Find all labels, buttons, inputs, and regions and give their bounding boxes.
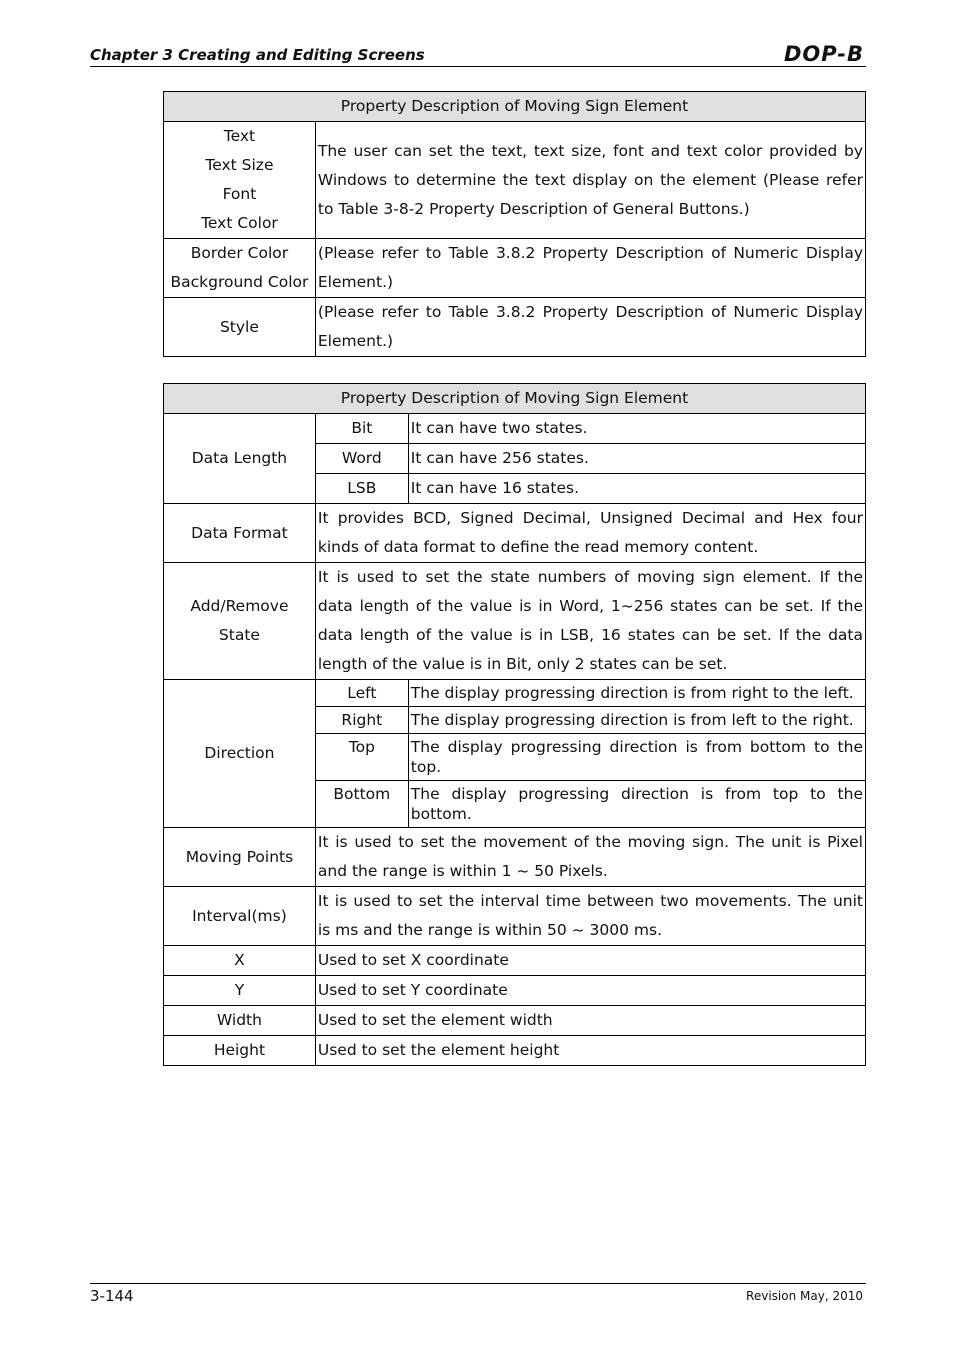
- table-row: [164, 298, 866, 357]
- table-header-row: [164, 92, 866, 122]
- property-description: The display progressing direction is from bottom to the top.: [408, 734, 865, 781]
- property-label: Data Length: [164, 414, 316, 504]
- table-row: [164, 239, 866, 298]
- property-description: Used to set X coordinate: [315, 946, 865, 976]
- property-description: It is used to set the state numbers of moving sign element. If the data length of the value is in Word, 1~256 states can be set. If the data length of the value is in LSB, 16 states can be set. If the data length of the value is in Bit, only 2 states can be set.: [315, 563, 865, 680]
- property-description: It can have 16 states.: [408, 474, 865, 504]
- label-text-size: Text Size: [205, 156, 274, 174]
- table-row: [164, 414, 866, 444]
- property-description: Used to set Y coordinate: [315, 976, 865, 1006]
- property-label: Height: [164, 1036, 316, 1066]
- property-description: The display progressing direction is from top to the bottom.: [408, 781, 865, 828]
- page-header: [90, 44, 866, 67]
- sub-label: Left: [315, 680, 408, 707]
- label-text: Text: [223, 127, 256, 145]
- property-label: Y: [164, 976, 316, 1006]
- property-description: It can have two states.: [408, 414, 865, 444]
- property-description: It can have 256 states.: [408, 444, 865, 474]
- property-description: The display progressing direction is from right to the left.: [408, 680, 865, 707]
- table-header-row: [164, 384, 866, 414]
- property-label: Data Format: [164, 504, 316, 563]
- property-label: Width: [164, 1006, 316, 1036]
- property-label: X: [164, 946, 316, 976]
- property-description: It is used to set the interval time between two movements. The unit is ms and the range is within 50 ~ 3000 ms.: [315, 887, 865, 946]
- property-label: [164, 239, 316, 298]
- sub-label: Word: [315, 444, 408, 474]
- table-row: [164, 1036, 866, 1066]
- page-number: 3-144: [90, 1287, 134, 1305]
- table-row: [164, 504, 866, 563]
- property-description: It is used to set the movement of the moving sign. The unit is Pixel and the range is within 1 ~ 50 Pixels.: [315, 828, 865, 887]
- sub-label: Bit: [315, 414, 408, 444]
- property-label: Direction: [164, 680, 316, 828]
- table-row: [164, 1006, 866, 1036]
- page-footer: [90, 1283, 866, 1305]
- sub-label: Bottom: [315, 781, 408, 828]
- label-add-remove: Add/Remove: [190, 597, 289, 615]
- property-label: Style: [164, 298, 316, 357]
- property-description: The display progressing direction is from left to the right.: [408, 707, 865, 734]
- label-font: Font: [222, 185, 257, 203]
- property-description: (Please refer to Table 3.8.2 Property Description of Numeric Display Element.): [315, 298, 865, 357]
- table-title: Property Description of Moving Sign Element: [164, 92, 866, 122]
- table-row: [164, 680, 866, 707]
- property-description: Used to set the element height: [315, 1036, 865, 1066]
- property-label: [164, 563, 316, 680]
- label-state: State: [218, 626, 260, 644]
- table-title: Property Description of Moving Sign Element: [164, 384, 866, 414]
- table-row: [164, 946, 866, 976]
- property-description: The user can set the text, text size, font and text color provided by Windows to determine the text display on the element (Please refer to Table 3-8-2 Property Description of General Buttons.): [315, 122, 865, 239]
- property-table-1: [163, 91, 866, 357]
- label-border-color: Border Color: [190, 244, 289, 262]
- revision-date: Revision May, 2010: [746, 1289, 863, 1303]
- property-description: It provides BCD, Signed Decimal, Unsigned Decimal and Hex four kinds of data format to define the read memory content.: [315, 504, 865, 563]
- property-table-2: [163, 383, 866, 1066]
- property-label: Moving Points: [164, 828, 316, 887]
- table-row: [164, 976, 866, 1006]
- property-description: Used to set the element width: [315, 1006, 865, 1036]
- sub-label: LSB: [315, 474, 408, 504]
- table-row: [164, 122, 866, 239]
- sub-label: Right: [315, 707, 408, 734]
- label-text-color: Text Color: [201, 214, 278, 232]
- sub-label: Top: [315, 734, 408, 781]
- table-row: [164, 563, 866, 680]
- label-background-color: Background Color: [170, 273, 309, 291]
- chapter-title: Chapter 3 Creating and Editing Screens: [90, 46, 425, 64]
- product-logo: DOP-B: [783, 42, 864, 66]
- property-label: [164, 122, 316, 239]
- property-label: Interval(ms): [164, 887, 316, 946]
- table-row: [164, 828, 866, 887]
- table-row: [164, 887, 866, 946]
- property-description: (Please refer to Table 3.8.2 Property Description of Numeric Display Element.): [315, 239, 865, 298]
